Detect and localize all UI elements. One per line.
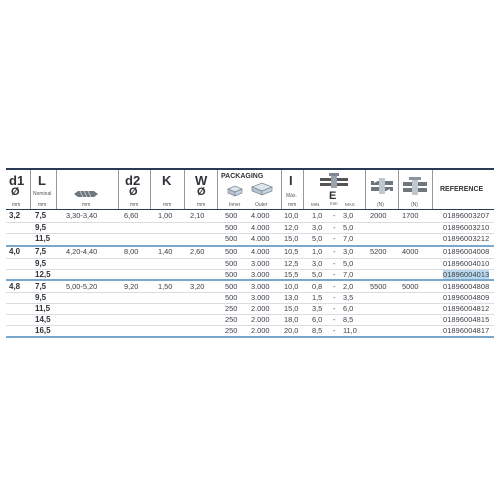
cell-E-separator: - bbox=[333, 259, 336, 268]
header-tensile-unit: (N) bbox=[411, 202, 418, 208]
cell-E-min: 1,0 bbox=[312, 211, 323, 220]
cell-L: 7,5 bbox=[35, 211, 47, 220]
header-W: W bbox=[195, 173, 208, 188]
cell-outer: 4.000 bbox=[251, 247, 270, 256]
cell-shear: 2000 bbox=[370, 211, 387, 220]
box-inner-icon bbox=[227, 184, 243, 202]
header-W-unit: mm bbox=[197, 202, 206, 208]
header-outer: Outer bbox=[255, 202, 268, 208]
cell-d1: 3,2 bbox=[9, 211, 21, 220]
cell-E-max: 7,0 bbox=[343, 270, 354, 279]
cell-L: 7,5 bbox=[35, 282, 47, 291]
header-K-unit: mm bbox=[163, 202, 172, 208]
header-d1-unit: mm bbox=[12, 202, 21, 208]
cell-L: 16,5 bbox=[35, 326, 51, 335]
header-K: K bbox=[162, 173, 172, 188]
cell-inner: 500 bbox=[225, 247, 238, 256]
cell-L: 11,5 bbox=[35, 234, 51, 243]
cell-I: 10,5 bbox=[284, 247, 299, 256]
cell-reference: 01896003212 bbox=[443, 234, 490, 243]
cell-E-max: 6,0 bbox=[343, 304, 354, 313]
cell-outer: 4.000 bbox=[251, 211, 270, 220]
cell-I: 15,0 bbox=[284, 304, 299, 313]
cell-L: 14,5 bbox=[35, 315, 51, 324]
cell-E-separator: - bbox=[333, 223, 336, 232]
cell-outer: 3.000 bbox=[251, 282, 270, 291]
cell-tensile: 5000 bbox=[402, 282, 419, 291]
tensile-load-icon bbox=[403, 175, 427, 202]
cell-d2: 8,00 bbox=[124, 247, 139, 256]
cell-shear: 5500 bbox=[370, 282, 387, 291]
header-drill-unit: mm bbox=[82, 202, 91, 208]
header-packaging: PACKAGING bbox=[221, 173, 264, 180]
header-shear-unit: (N) bbox=[377, 202, 384, 208]
cell-E-separator: - bbox=[333, 326, 336, 335]
header-d1-diameter: Ø bbox=[11, 186, 20, 198]
header-I-unit: mm bbox=[288, 202, 297, 208]
cell-L: 9,5 bbox=[35, 223, 47, 232]
cell-inner: 500 bbox=[225, 282, 238, 291]
cell-E-min: 3,0 bbox=[312, 259, 323, 268]
cell-L: 11,5 bbox=[35, 304, 51, 313]
header-bottom-rule bbox=[6, 209, 494, 210]
cell-E-separator: - bbox=[333, 282, 336, 291]
cell-E-max: 2,0 bbox=[343, 282, 354, 291]
cell-I: 15,5 bbox=[284, 270, 299, 279]
shear-load-icon bbox=[371, 177, 393, 200]
cell-inner: 500 bbox=[225, 270, 238, 279]
cell-E-min: 1,5 bbox=[312, 293, 323, 302]
cell-reference: 01896004812 bbox=[443, 304, 490, 313]
cell-I: 13,0 bbox=[284, 293, 299, 302]
cell-reference: 01896004817 bbox=[443, 326, 490, 335]
cell-I: 20,0 bbox=[284, 326, 299, 335]
cell-d1: 4,0 bbox=[9, 247, 21, 256]
header-divider bbox=[30, 170, 31, 209]
cell-L: 9,5 bbox=[35, 293, 47, 302]
cell-reference: 01896004010 bbox=[443, 259, 490, 268]
cell-E-max: 3,0 bbox=[343, 247, 354, 256]
cell-drill-range: 5,00-5,20 bbox=[66, 282, 98, 291]
cell-W: 3,20 bbox=[190, 282, 205, 291]
cell-E-min: 8,5 bbox=[312, 326, 323, 335]
cell-d2: 9,20 bbox=[124, 282, 139, 291]
row-rule bbox=[6, 222, 494, 223]
cell-outer: 4.000 bbox=[251, 234, 270, 243]
header-top-rule bbox=[6, 168, 494, 170]
cell-K: 1,00 bbox=[158, 211, 173, 220]
header-E: E bbox=[329, 190, 337, 202]
cell-E-separator: - bbox=[333, 270, 336, 279]
header-d2-unit: mm bbox=[130, 202, 139, 208]
header-divider bbox=[398, 170, 399, 209]
cell-reference: 01896004808 bbox=[443, 282, 490, 291]
row-rule bbox=[6, 233, 494, 234]
cell-E-max: 3,5 bbox=[343, 293, 354, 302]
header-I: I bbox=[289, 173, 293, 188]
cell-outer: 2.000 bbox=[251, 315, 270, 324]
cell-I: 15,0 bbox=[284, 234, 299, 243]
cell-outer: 2.000 bbox=[251, 304, 270, 313]
row-rule bbox=[6, 303, 494, 304]
cell-E-max: 3,0 bbox=[343, 211, 354, 220]
cell-L: 9,5 bbox=[35, 259, 47, 268]
cell-reference: 01896004013 bbox=[443, 270, 490, 279]
cell-E-max: 5,0 bbox=[343, 259, 354, 268]
cell-d2: 6,60 bbox=[124, 211, 139, 220]
cell-E-max: 8,5 bbox=[343, 315, 354, 324]
cell-E-separator: - bbox=[333, 315, 336, 324]
cell-E-separator: - bbox=[333, 211, 336, 220]
header-inner: Inner bbox=[229, 202, 241, 208]
header-E-min: MIN. bbox=[311, 202, 321, 207]
cell-K: 1,40 bbox=[158, 247, 173, 256]
row-rule bbox=[6, 292, 494, 293]
cell-drill-range: 3,30-3,40 bbox=[66, 211, 98, 220]
row-rule bbox=[6, 325, 494, 326]
cell-I: 10,0 bbox=[284, 211, 299, 220]
cell-reference: 01896003207 bbox=[443, 211, 490, 220]
header-L: L bbox=[38, 173, 46, 188]
header-divider bbox=[217, 170, 218, 209]
cell-E-min: 0,8 bbox=[312, 282, 323, 291]
header-divider bbox=[281, 170, 282, 209]
header-E-max: MAX bbox=[345, 202, 355, 207]
cell-W: 2,10 bbox=[190, 211, 205, 220]
cell-E-max: 11,0 bbox=[343, 326, 357, 335]
header-L-nominal: Nominal bbox=[33, 191, 52, 197]
cell-reference: 01896004809 bbox=[443, 293, 490, 302]
cell-drill-range: 4,20-4,40 bbox=[66, 247, 98, 256]
cell-reference: 01896004815 bbox=[443, 315, 490, 324]
cell-E-min: 5,0 bbox=[312, 234, 323, 243]
header-divider bbox=[184, 170, 185, 209]
header-d2-diameter: Ø bbox=[129, 186, 138, 198]
cell-d1: 4,8 bbox=[9, 282, 21, 291]
cell-E-min: 3,0 bbox=[312, 223, 323, 232]
cell-outer: 2.000 bbox=[251, 326, 270, 335]
cell-E-separator: - bbox=[333, 304, 336, 313]
cell-shear: 5200 bbox=[370, 247, 387, 256]
header-divider bbox=[303, 170, 304, 209]
header-divider bbox=[56, 170, 57, 209]
row-rule bbox=[6, 258, 494, 259]
header-divider bbox=[365, 170, 366, 209]
cell-I: 12,5 bbox=[284, 259, 299, 268]
cell-E-min: 1,0 bbox=[312, 247, 323, 256]
cell-K: 1,50 bbox=[158, 282, 173, 291]
cell-reference: 01896003210 bbox=[443, 223, 490, 232]
header-reference: REFERENCE bbox=[440, 186, 484, 193]
cell-inner: 250 bbox=[225, 315, 238, 324]
cell-tensile: 1700 bbox=[402, 211, 419, 220]
header-E-unit: mm bbox=[330, 201, 338, 206]
header-divider bbox=[150, 170, 151, 209]
cell-outer: 3.000 bbox=[251, 270, 270, 279]
header-divider bbox=[432, 170, 433, 209]
cell-L: 7,5 bbox=[35, 247, 47, 256]
cell-I: 18,0 bbox=[284, 315, 299, 324]
cell-outer: 3.000 bbox=[251, 259, 270, 268]
header-I-max: Máx. bbox=[286, 193, 297, 199]
cell-outer: 4.000 bbox=[251, 223, 270, 232]
cell-tensile: 4000 bbox=[402, 247, 419, 256]
header-d1: d1 bbox=[9, 173, 25, 188]
cell-outer: 3.000 bbox=[251, 293, 270, 302]
header-L-unit: mm bbox=[38, 202, 47, 208]
table-bottom-rule bbox=[6, 336, 494, 338]
cell-inner: 500 bbox=[225, 259, 238, 268]
cell-inner: 500 bbox=[225, 293, 238, 302]
group-rule bbox=[6, 279, 494, 281]
cell-inner: 500 bbox=[225, 223, 238, 232]
cell-E-min: 6,0 bbox=[312, 315, 323, 324]
cell-I: 10,0 bbox=[284, 282, 299, 291]
cell-inner: 250 bbox=[225, 326, 238, 335]
cell-E-separator: - bbox=[333, 247, 336, 256]
header-d2: d2 bbox=[125, 173, 141, 188]
cell-inner: 250 bbox=[225, 304, 238, 313]
cell-inner: 500 bbox=[225, 211, 238, 220]
cell-E-max: 7,0 bbox=[343, 234, 354, 243]
row-rule bbox=[6, 269, 494, 270]
cell-E-max: 5,0 bbox=[343, 223, 354, 232]
cell-W: 2,60 bbox=[190, 247, 205, 256]
box-outer-icon bbox=[251, 182, 273, 201]
cell-E-separator: - bbox=[333, 234, 336, 243]
header-divider bbox=[118, 170, 119, 209]
cell-E-min: 3,5 bbox=[312, 304, 323, 313]
cell-inner: 500 bbox=[225, 234, 238, 243]
cell-E-min: 5,0 bbox=[312, 270, 323, 279]
row-rule bbox=[6, 314, 494, 315]
header-W-diameter: Ø bbox=[197, 186, 206, 198]
cell-L: 12,5 bbox=[35, 270, 51, 279]
drill-bit-icon bbox=[74, 185, 98, 203]
cell-E-separator: - bbox=[333, 293, 336, 302]
cell-I: 12,0 bbox=[284, 223, 299, 232]
cell-reference: 01896004008 bbox=[443, 247, 490, 256]
